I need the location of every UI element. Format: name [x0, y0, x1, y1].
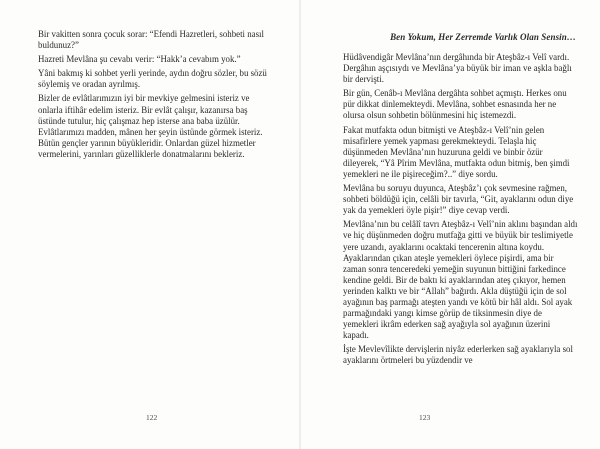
- paragraph: Fakat mutfakta odun bitmişti ve Ateşbâz-ı Velî’nin gelen misafirlere yemek yapması gerekmekteydi. Telaşla hiç düşünmeden Mevlâna’nın huzuruna geldi ve binbir özür dileyerek, “Yâ Pîrim Mevlâna, mutfakta odun bitmiş, ben şimdi yemekleri ne ile pişireceğim?..” diye sordu.: [343, 124, 570, 179]
- paragraph: Bir vakitten sonra çocuk sorar: “Efendi Hazretleri, sohbeti nasıl buldunuz?”: [38, 29, 264, 51]
- paragraph: Yâni bakmış ki sohbet yerli yerinde, aydın doğru sözler, bu sözü söylemiş ve oradan ayrılmış.: [38, 68, 267, 90]
- page-number: 122: [146, 413, 158, 422]
- right-page: [300, 0, 600, 449]
- running-header: Ben Yokum, Her Zerremde Varlık Olan Sensin…: [390, 32, 576, 42]
- right-page-text: [343, 52, 578, 370]
- paragraph: Hazreti Mevlâna şu cevabı verir: “Hakk’a cevabım yok.”: [38, 54, 241, 65]
- paragraph: Mevlâna’nın bu celâlî tavrı Ateşbâz-ı Velî’nin aklını başından aldı ve hiç düşünmeden doğru mutfağa gitti ve büyük bir teslimiyetle yere uzandı, ayaklarını ocaktaki tencerenin altına koydu. Ayaklarından çıkan ateşle yemekleri öylece pişirdi, ama bir zaman sonra tenceredeki yemeğin suyunun bittiğini farkedince kendine geldi. Bir de baktı ki ayaklarından ateş çıkıyor, hemen yerinden kalktı ve bir “Allah” bağırdı. Akla düştüğü için de sol ayağının baş parmağı ateşten yandı ve kötü bir hâl aldı. Sol ayak parmağındaki yangı kimse görüp de tiksinmesin diye de yemekleri ikrâm ederken sağ ayağıyla sol ayağının üzerini kapadı.: [343, 219, 578, 341]
- paragraph: Mevlâna bu soruyu duyunca, Ateşbâz’ı çok sevmesine rağmen, sohbeti böldüğü için, celâli bir tavırla, “Git, ayaklarını odun diye yak da yemekleri öyle pişir!” diye cevap verdi.: [343, 183, 574, 216]
- paragraph: Bizler de evlâtlarımızın iyi bir mevkiye gelmesini isteriz ve onlarla iftihâr edelim isteriz. Bir evlât çalışır, kazanırsa baş üstünde tutulur, hiç çalışmaz hep isterse ana baba üzülür. Evlâtlarımızı madden, mânen her şeyin üstünde görmek isteriz. Bütün gençler yarının büyükleridir. Onlardan güzel hizmetler vermelerini, yarınları güzelliklerle donatmalarını bekleriz.: [38, 93, 263, 159]
- page-number: 123: [419, 413, 431, 422]
- paragraph: Bir gün, Cenâb-ı Mevlâna dergâhta sohbet açmıştı. Herkes onu pür dikkat dinlemekteydi. Mevlâna, sohbet esnasında her ne olursa olsun sohbetin bölünmesini hiç istemezdi.: [343, 88, 567, 121]
- paragraph: Hüdâvendigâr Mevlâna’nın dergâhında bir Ateşbâz-ı Velî vardı. Dergâhın aşçısıydı ve Mevlâna’ya büyük bir iman ve aşkla bağlı bir dervişti.: [343, 52, 572, 85]
- paragraph: İşte Mevlevîlikte dervişlerin niyâz ederlerken sağ ayaklarıyla sol ayaklarını örtmeleri bu yüzdendir ve: [343, 344, 573, 366]
- left-page-text: [38, 29, 270, 163]
